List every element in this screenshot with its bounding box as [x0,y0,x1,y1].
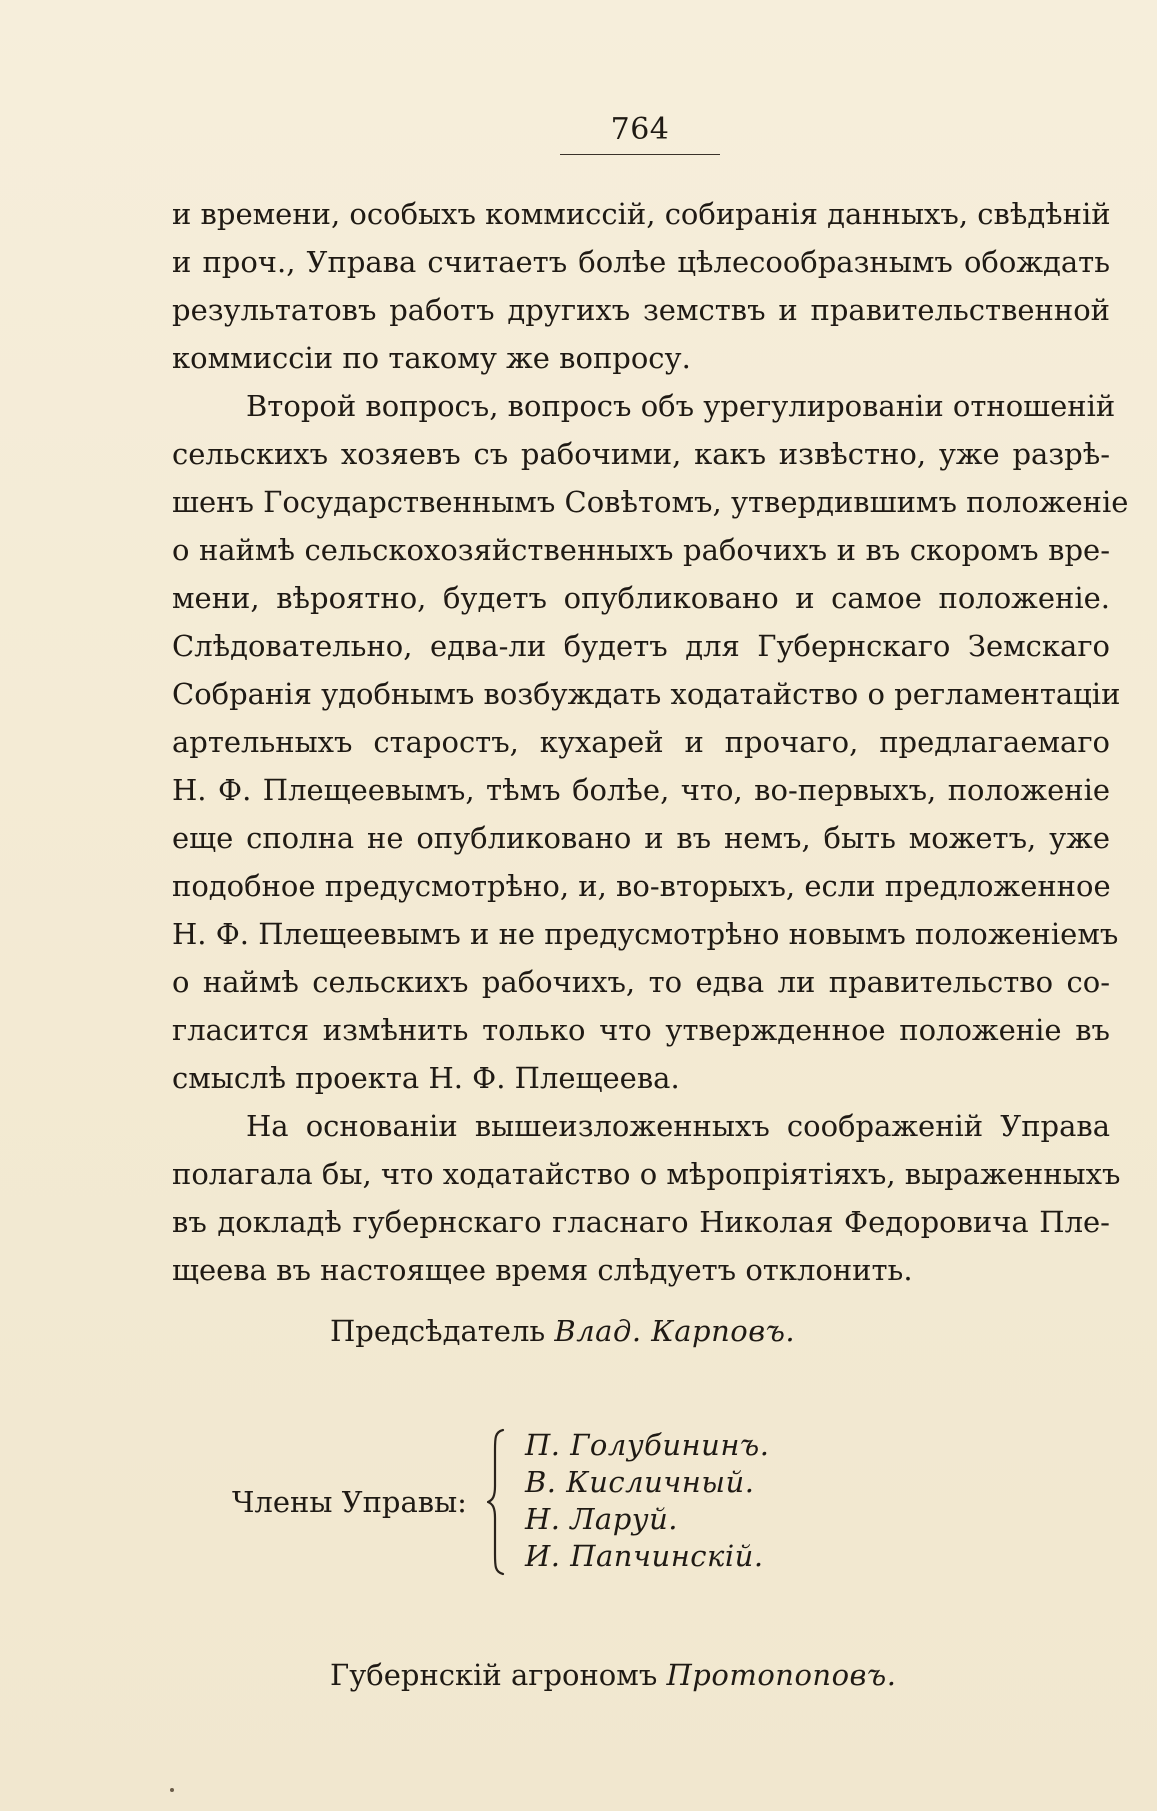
chairman-title: Предсѣдатель [330,1314,546,1348]
paragraph-2 [172,382,1129,1102]
text-line: Собранія удобнымъ возбуждать ходатайство о регламентаціи [172,677,1121,711]
member-name: В. Кисличный. [525,1465,755,1499]
member-name: Н. Ларуй. [525,1502,678,1536]
text-line: На основаніи вышеизложенныхъ соображеній Управа [246,1109,1110,1143]
text-line: шенъ Государственнымъ Совѣтомъ, утвердившимъ положеніе [172,485,1129,519]
text-line: Второй вопросъ, вопросъ объ урегулированіи отношеній [246,389,1116,423]
paragraph-3 [172,1102,1121,1294]
brace-icon [487,1428,511,1576]
text-line: въ докладѣ губернскаго гласнаго Николая Федоровича Пле- [172,1205,1110,1239]
text-line: и проч., Управа считаетъ болѣе цѣлесообразнымъ обождать [172,245,1110,279]
text-line: Н. Ф. Плещеевымъ, тѣмъ болѣе, что, во-первыхъ, положеніе [172,773,1110,807]
body-text [172,190,1129,1294]
text-line: подобное предусмотрѣно, и, во-вторыхъ, если предложенное [172,869,1111,903]
agronomist-title: Губернскій агрономъ [330,1658,658,1692]
agronomist-signature [330,1655,896,1695]
member-name: П. Голубининъ. [525,1428,770,1462]
text-line: смыслѣ проекта Н. Ф. Плещеева. [172,1061,680,1095]
members-label: Члены Управы: [232,1485,467,1519]
agronomist-name: Протопоповъ. [666,1658,897,1692]
paper-speck [170,1788,174,1792]
text-line: и времени, особыхъ коммиссій, собиранія данныхъ, свѣдѣній [172,197,1111,231]
text-line: Слѣдовательно, едва-ли будетъ для Губернскаго Земскаго [172,629,1110,663]
text-line: о наймѣ сельскохозяйственныхъ рабочихъ и въ скоромъ вре- [172,533,1110,567]
text-line: гласится измѣнить только что утвержденное положеніе въ [172,1013,1110,1047]
text-line: результатовъ работъ другихъ земствъ и правительственной [172,293,1110,327]
chairman-signature [330,1311,795,1351]
page-header [560,112,720,155]
text-line: еще сполна не опубликовано и въ немъ, быть можетъ, уже [172,821,1110,855]
paragraph-1 [172,190,1110,382]
text-line: полагала бы, что ходатайство о мѣропріятіяхъ, выраженныхъ [172,1157,1121,1191]
text-line: сельскихъ хозяевъ съ рабочими, какъ извѣстно, уже разрѣ- [172,437,1110,471]
text-line: коммиссіи по такому же вопросу. [172,341,691,375]
page-number: 764 [610,112,670,147]
text-line: Н. Ф. Плещеевымъ и не предусмотрѣно новымъ положеніемъ [172,917,1119,951]
text-line: щеева въ настоящее время слѣдуетъ отклонить. [172,1253,913,1287]
member-name: И. Папчинскій. [525,1539,764,1573]
text-line: о наймѣ сельскихъ рабочихъ, то едва ли правительство со- [172,965,1110,999]
text-line: мени, вѣроятно, будетъ опубликовано и самое положеніе. [172,581,1110,615]
chairman-name: Влад. Карповъ. [554,1314,796,1348]
text-line: артельныхъ старостъ, кухарей и прочаго, предлагаемаго [172,725,1110,759]
members-list [525,1427,769,1575]
page-number-rule [560,154,720,155]
